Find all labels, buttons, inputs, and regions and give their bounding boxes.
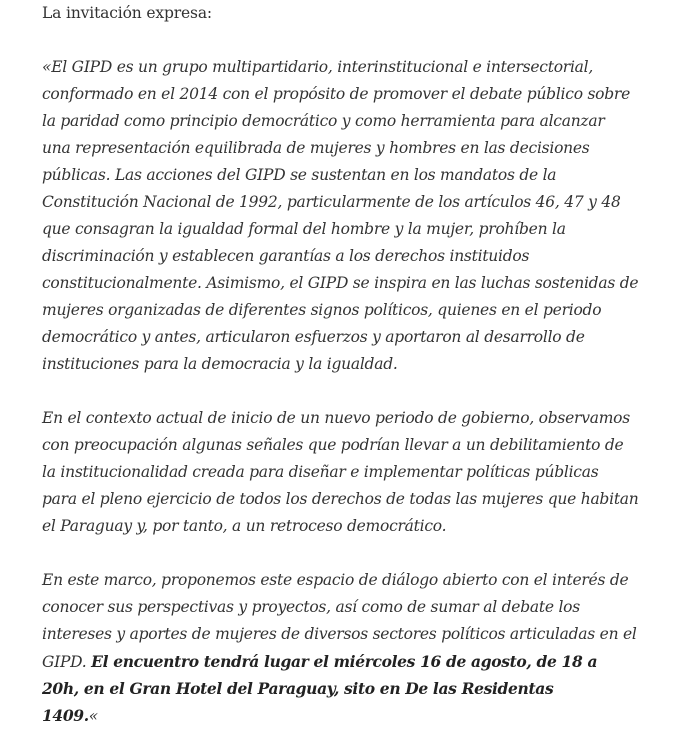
article-body	[42, 0, 682, 729]
text-line: que consagran la igualdad formal del hombre y la mujer, prohíben la	[42, 220, 566, 238]
text-line: democrático y antes, articularon esfuerzos y aportaron al desarrollo de	[42, 328, 585, 346]
quote-paragraph-1	[42, 54, 682, 378]
text-line: intereses y aportes de mujeres de diversos sectores políticos articuladas en el	[42, 625, 637, 643]
text-line: la institucionalidad creada para diseñar e implementar políticas públicas	[42, 463, 599, 481]
text-line: En este marco, proponemos este espacio de diálogo abierto con el interés de	[42, 571, 629, 589]
text-line: discriminación y establecen garantías a los derechos instituidos	[42, 247, 530, 265]
text-line	[42, 702, 682, 729]
text-line: públicas. Las acciones del GIPD se sustentan en los mandatos de la	[42, 166, 557, 184]
closing-quote-mark: «	[88, 707, 99, 725]
text-line	[42, 648, 682, 675]
text-line: con preocupación algunas señales que podrían llevar a un debilitamiento de	[42, 436, 624, 454]
event-details-text: El encuentro tendrá lugar el miércoles 16 de agosto, de 18 a	[91, 652, 598, 671]
text-line: En el contexto actual de inicio de un nuevo periodo de gobierno, observamos	[42, 409, 630, 427]
text-line: una representación equilibrada de mujeres y hombres en las decisiones	[42, 139, 590, 157]
text-line: constitucionalmente. Asimismo, el GIPD se inspira en las luchas sostenidas de	[42, 274, 639, 292]
text-line: instituciones para la democracia y la igualdad.	[42, 355, 398, 373]
gipd-text: GIPD.	[42, 653, 92, 671]
text-line: el Paraguay y, por tanto, a un retroceso democrático.	[42, 517, 447, 535]
quote-paragraph-3	[42, 567, 682, 729]
event-details-text: 1409.	[42, 706, 89, 725]
text-line: «El GIPD es un grupo multipartidario, interinstitucional e intersectorial,	[42, 58, 594, 76]
text-line: mujeres organizadas de diferentes signos políticos, quienes en el periodo	[42, 301, 602, 319]
intro-text: La invitación expresa:	[42, 4, 213, 22]
text-line: conformado en el 2014 con el propósito de promover el debate público sobre	[42, 85, 630, 103]
text-line: para el pleno ejercicio de todos los derechos de todas las mujeres que habitan	[42, 490, 639, 508]
text-line: conocer sus perspectivas y proyectos, así como de sumar al debate los	[42, 598, 580, 616]
quote-paragraph-2	[42, 405, 682, 540]
text-line: la paridad como principio democrático y como herramienta para alcanzar	[42, 112, 605, 130]
event-details-text: 20h, en el Gran Hotel del Paraguay, sito en De las Residentas	[42, 679, 554, 698]
text-line: Constitución Nacional de 1992, particularmente de los artículos 46, 47 y 48	[42, 193, 621, 211]
